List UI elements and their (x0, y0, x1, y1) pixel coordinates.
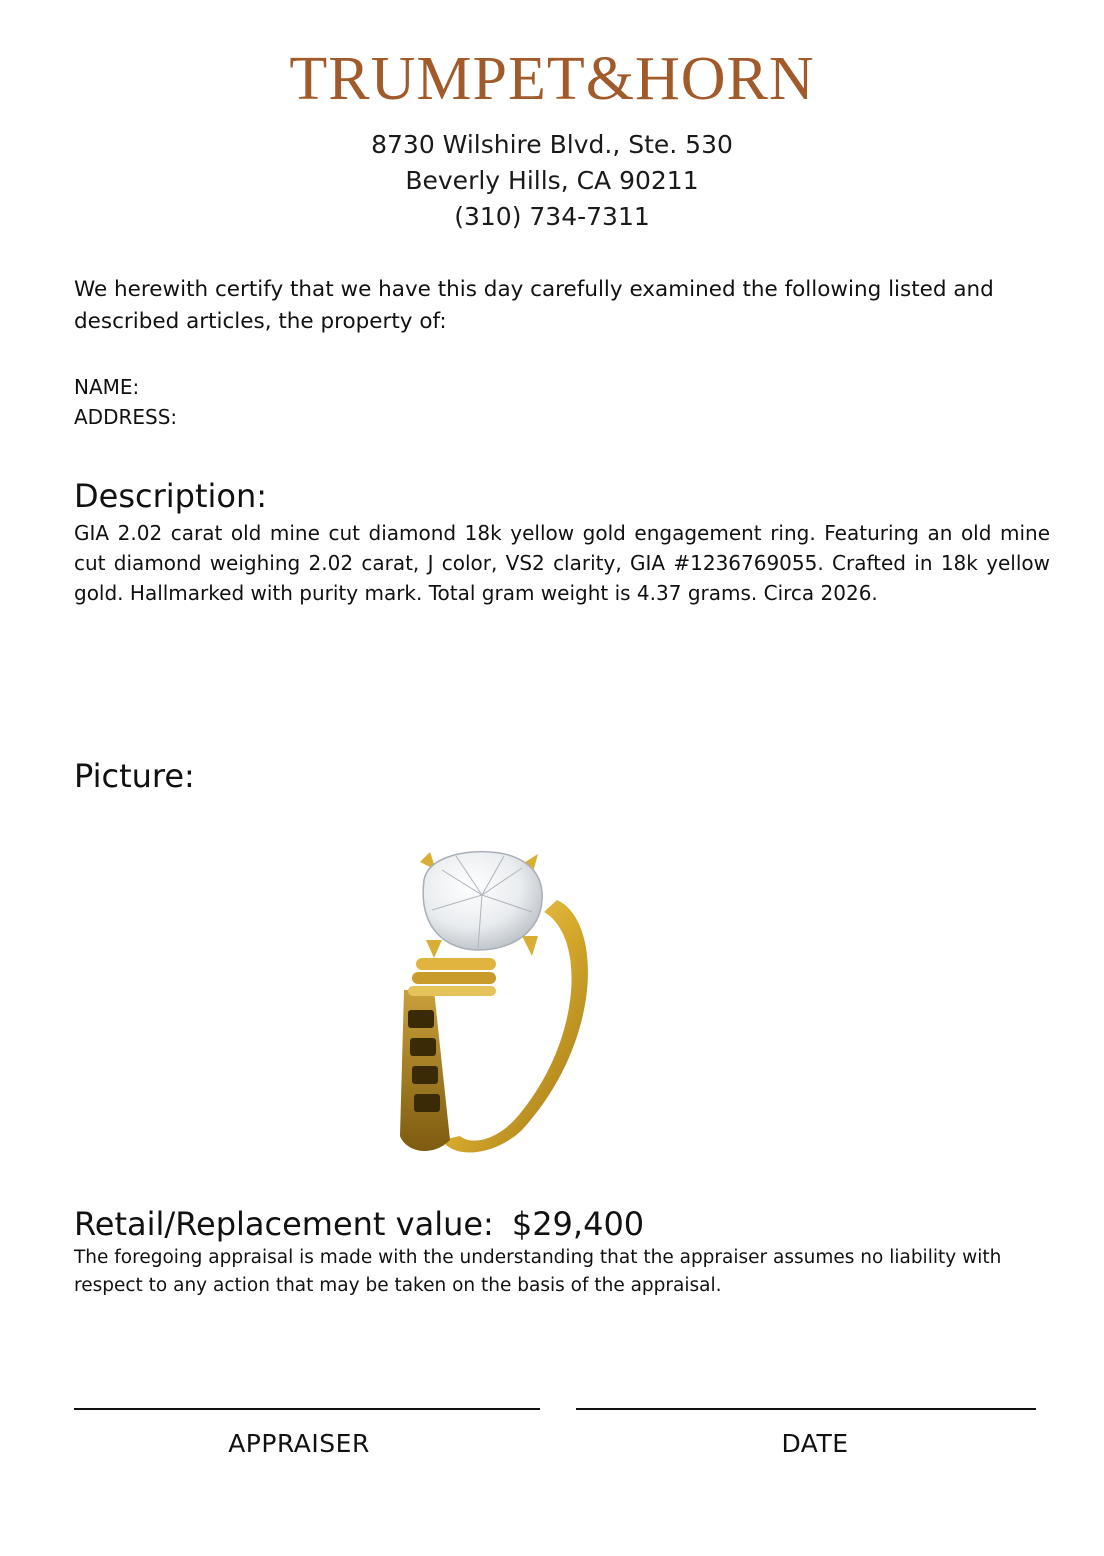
address-line-2: Beverly Hills, CA 90211 (405, 166, 699, 195)
phone-number: (310) 734-7311 (454, 202, 650, 231)
gold-diamond-ring-image (372, 840, 632, 1160)
retail-value-amount: $29,400 (511, 1205, 645, 1243)
address-line-1: 8730 Wilshire Blvd., Ste. 530 (371, 130, 733, 159)
description-text: GIA 2.02 carat old mine cut diamond 18k yellow gold engagement ring. Featuring an old mine cut diamond weighing 2.02 carat, J color, VS2 clarity, GIA #1236769055. Crafted in 18k yellow gold. Hallmarked with purity mark. Total gram weight is 4.37 grams. Circa 2026. (74, 521, 1050, 605)
appraiser-signature-line (74, 1408, 540, 1410)
date-signature-line (576, 1408, 1036, 1410)
description-heading: Description: (74, 477, 268, 515)
name-label: NAME: (74, 375, 140, 399)
appraiser-label: APPRAISER (228, 1429, 370, 1458)
brand-logo: TRUMPET&HORN (289, 45, 815, 113)
date-label: DATE (781, 1429, 849, 1458)
certification-text: We herewith certify that we have this day carefully examined the following listed and described articles, the property of: (74, 277, 994, 334)
picture-heading: Picture: (74, 757, 195, 795)
address-label: ADDRESS: (74, 405, 178, 429)
retail-value (74, 1204, 644, 1244)
appraisal-disclaimer: The foregoing appraisal is made with the understanding that the appraiser assumes no liability with respect to any action that may be taken on the basis of the appraisal. (74, 1247, 1002, 1296)
retail-value-label: Retail/Replacement value: (74, 1205, 494, 1243)
